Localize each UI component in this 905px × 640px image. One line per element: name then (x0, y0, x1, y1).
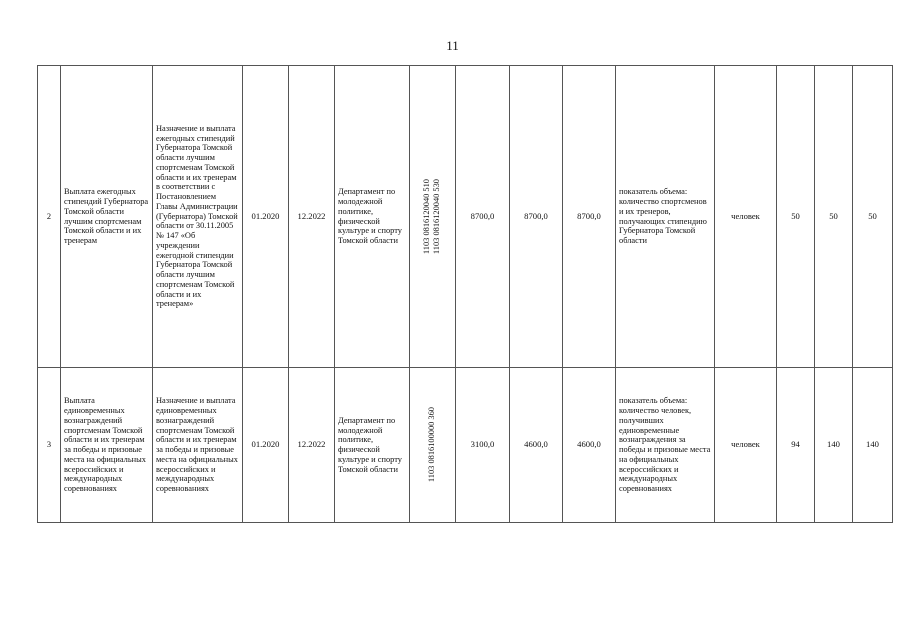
executor: Департамент по молодежной политике, физической культуре и спорту Томской области (335, 66, 410, 368)
budget-codes: 1103 0816120040 510 1103 0816120040 530 (410, 66, 456, 368)
event-name: Выплата единовременных вознаграждений спортсменам Томской области и их тренерам за победы и призовые места на официальных всероссийских и международных соревнованиях (61, 368, 153, 523)
funding-2022: 4600,0 (563, 368, 616, 523)
page-number: 11 (446, 38, 459, 53)
row-index: 2 (38, 66, 61, 368)
indicator: показатель объема: количество спортсменов и их тренеров, получающих стипендию Губернатора Томской области (616, 66, 715, 368)
indicator-2020: 94 (777, 368, 815, 523)
event-description: Назначение и выплата единовременных вознаграждений спортсменам Томской области и их тренерам за победы и призовые места на официальных всероссийских и международных соревнованиях (153, 368, 243, 523)
program-table (37, 65, 893, 523)
end-date: 12.2022 (289, 66, 335, 368)
indicator-2022: 140 (853, 368, 893, 523)
unit: человек (715, 368, 777, 523)
indicator-2022: 50 (853, 66, 893, 368)
row-index: 3 (38, 368, 61, 523)
event-description: Назначение и выплата ежегодных стипендий Губернатора Томской области лучшим спортсменам Томской области и их тренерам в соответствии с Постановлением Главы Администрации (Губернатора) Томской области от 30.11.2005 № 147 «Об учреждении ежегодной стипендии Губернатора Томской области лучшим спортсменам Томской области и их тренерам» (153, 66, 243, 368)
indicator-2021: 50 (815, 66, 853, 368)
funding-2021: 8700,0 (510, 66, 563, 368)
indicator: показатель объема: количество человек, получивших единовременные вознаграждения за победы и призовые места на официальных всероссийских и международных соревнованиях (616, 368, 715, 523)
funding-2020: 8700,0 (456, 66, 510, 368)
start-date: 01.2020 (243, 66, 289, 368)
table-row (38, 66, 893, 368)
table-row (38, 368, 893, 523)
event-name: Выплата ежегодных стипендий Губернатора Томской области лучшим спортсменам Томской области и их тренерам (61, 66, 153, 368)
executor: Департамент по молодежной политике, физической культуре и спорту Томской области (335, 368, 410, 523)
budget-codes: 1103 0816100000 360 (410, 368, 456, 523)
indicator-2021: 140 (815, 368, 853, 523)
start-date: 01.2020 (243, 368, 289, 523)
funding-2021: 4600,0 (510, 368, 563, 523)
funding-2020: 3100,0 (456, 368, 510, 523)
end-date: 12.2022 (289, 368, 335, 523)
unit: человек (715, 66, 777, 368)
funding-2022: 8700,0 (563, 66, 616, 368)
indicator-2020: 50 (777, 66, 815, 368)
